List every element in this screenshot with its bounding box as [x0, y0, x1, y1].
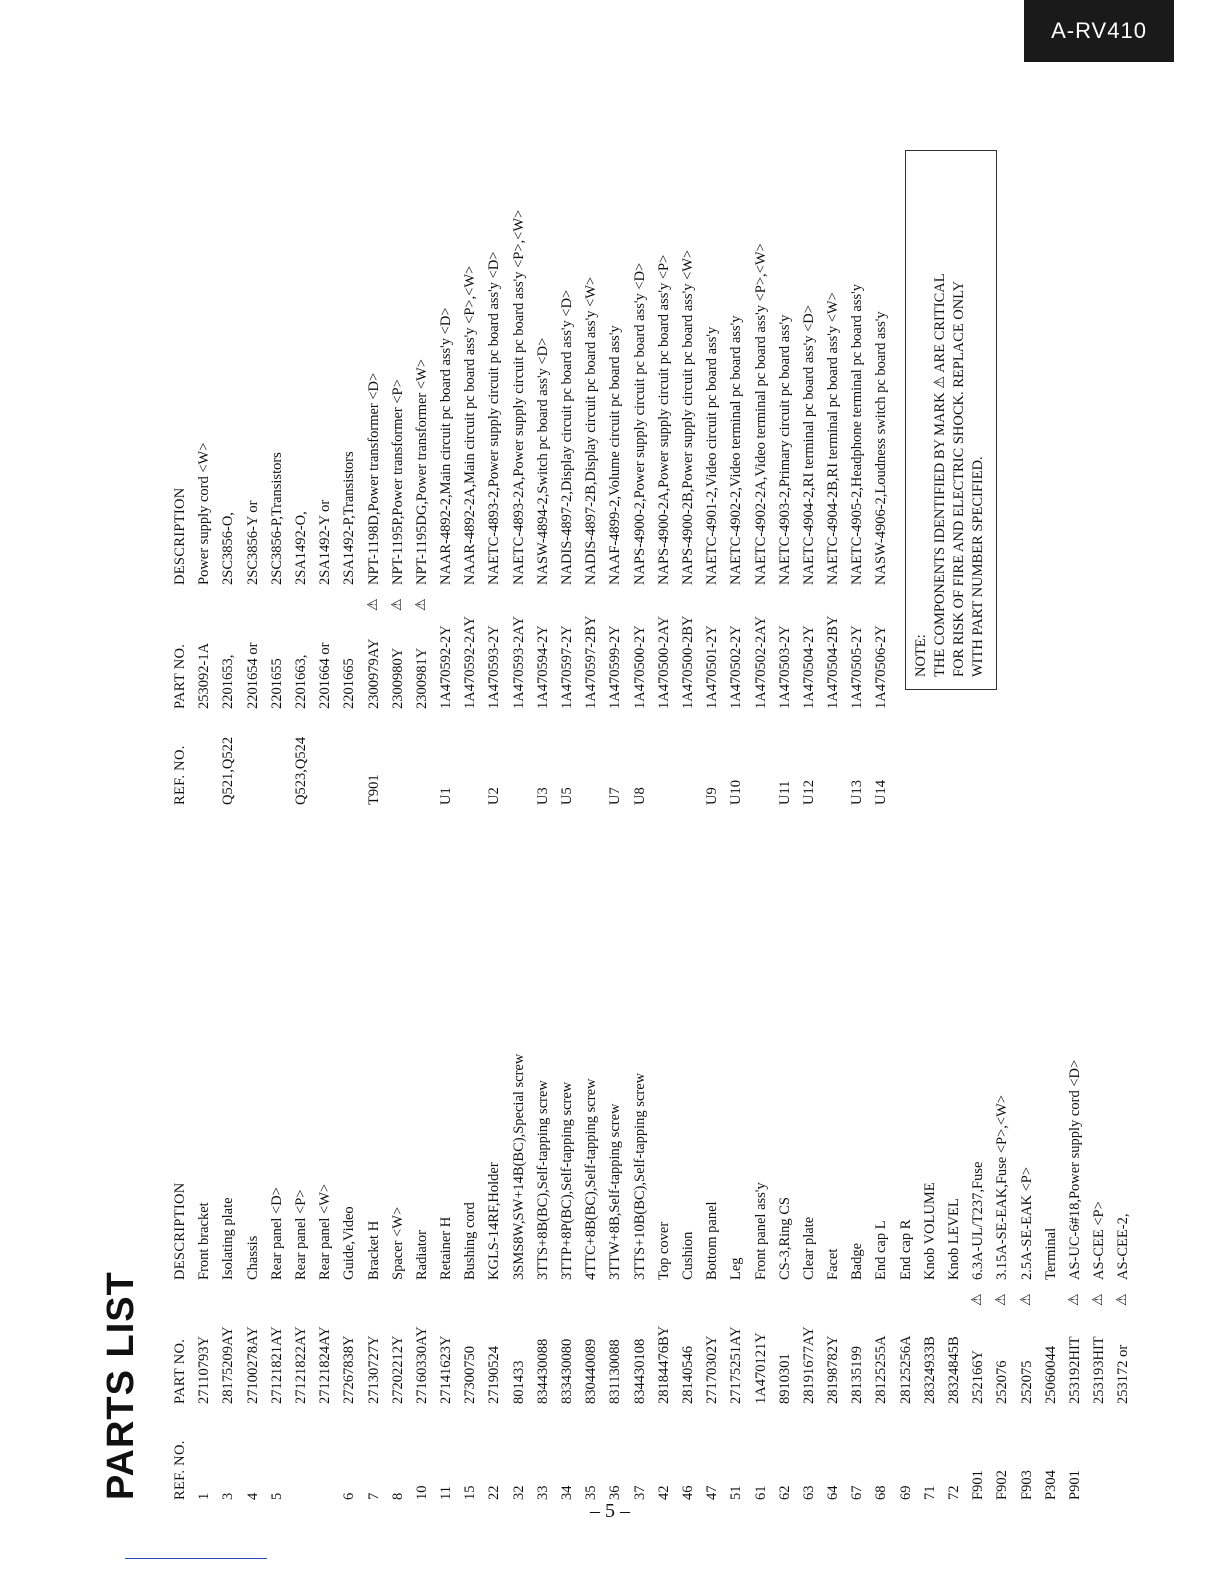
part-cell: 1A470593-2AY — [510, 616, 527, 709]
ref-cell: 3 — [220, 1492, 237, 1500]
part-cell: 2201664 or — [317, 642, 334, 709]
desc-cell: Power supply cord <W> — [196, 442, 213, 585]
note-line: WITH PART NUMBER SPECIFIED. — [970, 456, 986, 677]
ref-cell: P304 — [1042, 1470, 1059, 1500]
desc-cell: 2SA1492-O, — [292, 511, 309, 585]
warning-icon: ⚠ — [389, 598, 405, 611]
ref-cell: U12 — [800, 780, 817, 805]
desc-cell: 3.15A-SE-EAK,Fuse <P>,<W> — [994, 1095, 1011, 1280]
part-cell: 27202212Y — [389, 1335, 406, 1404]
ref-cell: U10 — [728, 780, 745, 805]
desc-cell: NASW-4894-2,Switch pc board ass'y <D> — [534, 337, 551, 585]
part-cell: 252075 — [1018, 1360, 1035, 1404]
desc-cell: Chassis — [244, 1235, 261, 1280]
desc-cell: NAPS-4900-2B,Power supply circuit pc board ass'y <W> — [679, 249, 696, 585]
part-cell: 1A470594-2Y — [534, 625, 551, 709]
desc-cell: NADIS-4897-2,Display circuit pc board ass'y <D> — [559, 289, 575, 585]
ref-cell: P901 — [1066, 1470, 1083, 1500]
ref-cell: 72 — [946, 1485, 962, 1500]
ref-cell: 47 — [704, 1485, 721, 1500]
part-cell: 253092-1A — [196, 642, 213, 709]
part-cell: 27100278AY — [244, 1326, 261, 1404]
desc-cell: NAETC-4904-2B,RI terminal pc board ass'y <W> — [825, 292, 842, 585]
part-cell: 1A470597-2Y — [559, 625, 575, 709]
note-line: FOR RISK OF FIRE AND ELECTRIC SHOCK. REPLACE ONLY — [951, 280, 967, 677]
desc-cell: 3TTS+8B(BC),Self-tapping screw — [534, 1080, 551, 1280]
part-cell: 1A470599-2Y — [607, 625, 624, 709]
part-cell: 1A470593-2Y — [486, 625, 503, 709]
desc-cell: NAAR-4892-2,Main circuit pc board ass'y <D> — [438, 307, 455, 585]
part-cell: 1A470121Y — [752, 1332, 769, 1404]
part-cell: 28140546 — [679, 1346, 696, 1404]
part-cell: 8910301 — [776, 1353, 793, 1404]
desc-cell: Rear panel <D> — [268, 1187, 285, 1280]
part-cell: 28175209AY — [220, 1326, 237, 1404]
ref-cell: 64 — [825, 1485, 842, 1500]
ref-cell: 6 — [341, 1492, 358, 1500]
part-cell: 2300980Y — [389, 647, 406, 709]
desc-cell: Bushing cord — [462, 1202, 479, 1280]
note-label: NOTE: — [913, 634, 929, 677]
part-cell: 834430108 — [631, 1338, 648, 1404]
part-cell: 27130727Y — [365, 1335, 382, 1404]
desc-cell: Spacer <W> — [389, 1206, 406, 1280]
part-cell: 1A470500-2BY — [679, 615, 696, 709]
desc-cell: Guide,Video — [341, 1206, 358, 1280]
desc-cell: NPT-1195DG,Power transformer <W> — [413, 359, 430, 585]
part-cell: 253193HIT — [1091, 1336, 1108, 1404]
ref-cell: 32 — [510, 1485, 527, 1500]
desc-cell: NAAR-4892-2A,Main circuit pc board ass'y <P>,<W> — [462, 265, 479, 585]
part-cell: 27160330AY — [413, 1326, 430, 1404]
header-part: PART NO. — [172, 1338, 188, 1404]
ref-cell: 34 — [559, 1485, 575, 1500]
desc-cell: Terminal — [1042, 1227, 1059, 1280]
desc-cell: NAETC-4893-2,Power supply circuit pc board ass'y <D> — [486, 251, 503, 585]
part-cell: 1A470506-2Y — [873, 625, 890, 709]
warning-icon: ⚠ — [1066, 1293, 1082, 1306]
part-cell: 1A470504-2Y — [800, 625, 817, 709]
desc-cell: 2.5A-SE-EAK <P> — [1018, 1166, 1035, 1280]
desc-cell: 2SC3856-O, — [220, 512, 237, 585]
part-cell: 27121821AY — [268, 1326, 285, 1404]
desc-cell: 2SC3856-Y or — [244, 500, 261, 585]
part-cell: 28324933B — [921, 1336, 938, 1404]
ref-cell: Q521,Q522 — [220, 736, 237, 805]
desc-cell: AS-CEE <P> — [1091, 1201, 1108, 1280]
desc-cell: Bracket H — [365, 1220, 382, 1280]
warning-icon: ⚠ — [1091, 1293, 1107, 1306]
desc-cell: Cushion — [679, 1231, 696, 1280]
model-tab: A-RV410 — [1024, 0, 1174, 62]
ref-cell: 4 — [244, 1492, 261, 1500]
warning-icon: ⚠ — [1018, 1293, 1034, 1306]
part-cell: 833430080 — [559, 1338, 575, 1404]
part-cell: 28125255A — [873, 1335, 890, 1404]
desc-cell: Retainer H — [438, 1216, 455, 1280]
ref-cell: U3 — [534, 787, 551, 805]
part-cell: 28184476BY — [655, 1325, 672, 1404]
part-cell: 1A470503-2Y — [776, 625, 793, 709]
desc-cell: Knob LEVEL — [946, 1198, 962, 1280]
desc-cell: Radiator — [413, 1230, 430, 1280]
desc-cell: NAAF-4899-2,Volume circuit pc board ass'y — [607, 325, 624, 585]
ref-cell: U8 — [631, 787, 648, 805]
desc-cell: AS-UC-6#18,Power supply cord <D> — [1066, 1059, 1083, 1280]
rotated-content — [100, 110, 1132, 1510]
ref-cell: 11 — [438, 1486, 455, 1500]
ref-cell: U14 — [873, 780, 890, 805]
part-cell: 2300979AY — [365, 638, 382, 709]
part-cell: 253192HIT — [1066, 1336, 1083, 1404]
desc-cell: NAETC-4905-2,Headphone terminal pc board ass'y — [849, 284, 866, 585]
part-cell: 830440089 — [583, 1338, 600, 1404]
critical-note — [905, 150, 997, 690]
part-cell: 252076 — [994, 1360, 1011, 1404]
header-ref: REF. NO. — [172, 1440, 188, 1500]
part-cell: 834430088 — [534, 1338, 551, 1404]
part-cell: 27190524 — [486, 1346, 503, 1404]
part-cell: 252166Y — [970, 1350, 987, 1404]
part-cell: 28324845B — [946, 1336, 962, 1404]
desc-cell: NAETC-4893-2A,Power supply circuit pc board ass'y <P>,<W> — [510, 209, 527, 585]
part-cell: 253172 or — [1115, 1344, 1132, 1404]
part-cell: 1A470500-2AY — [655, 616, 672, 709]
ref-cell: U5 — [559, 787, 575, 805]
ref-cell: U7 — [607, 787, 624, 805]
desc-cell: End cap L — [873, 1220, 890, 1280]
desc-cell: NAETC-4904-2,RI terminal pc board ass'y <D> — [800, 305, 817, 585]
desc-cell: NAPS-4900-2A,Power supply circuit pc board ass'y <P> — [655, 254, 672, 585]
ref-cell: 71 — [921, 1485, 938, 1500]
part-cell: 2201653, — [220, 654, 237, 709]
desc-cell: AS-CEE-2, — [1115, 1213, 1132, 1280]
part-cell: 1A470502-2AY — [752, 616, 769, 709]
desc-cell: CS-3,Ring CS — [776, 1197, 793, 1280]
desc-cell: Facet — [825, 1248, 842, 1280]
desc-cell: Bottom panel — [704, 1201, 721, 1280]
desc-cell: Knob VOLUME — [921, 1182, 938, 1280]
desc-cell: 3TTW+8B,Self-tapping screw — [607, 1103, 624, 1280]
desc-cell: 3TTS+10B(BC),Self-tapping screw — [631, 1072, 648, 1280]
desc-cell: Clear plate — [800, 1216, 817, 1280]
desc-cell: NAETC-4902-2A,Video terminal pc board ass'y <P>,<W> — [752, 243, 769, 585]
warning-icon: ⚠ — [1115, 1293, 1131, 1306]
desc-cell: NAETC-4902-2,Video terminal pc board ass'y — [728, 315, 745, 585]
ref-cell: 15 — [462, 1485, 479, 1500]
part-cell: 25060044 — [1042, 1346, 1059, 1404]
ref-cell: 7 — [365, 1492, 382, 1500]
part-cell: 1A470500-2Y — [631, 625, 648, 709]
ref-cell: 69 — [897, 1485, 914, 1500]
part-cell: 27121822AY — [292, 1326, 309, 1404]
part-cell: 1A470505-2Y — [849, 625, 866, 709]
note-text: THE COMPONENTS IDENTIFIED BY MARK — [932, 388, 948, 677]
desc-cell: NAETC-4901-2,Video circuit pc board ass'y — [704, 326, 721, 585]
header-desc: DESCRIPTION — [172, 487, 188, 585]
warning-icon: ⚠ — [365, 598, 381, 611]
ref-cell: 42 — [655, 1485, 672, 1500]
ref-cell: U1 — [438, 787, 455, 805]
desc-cell: 2SC3856-P,Transistors — [268, 452, 285, 585]
ref-cell: 35 — [583, 1485, 600, 1500]
desc-cell: End cap R — [897, 1219, 914, 1280]
note-line — [931, 163, 950, 677]
part-cell: 27110793Y — [196, 1336, 213, 1404]
desc-cell: Badge — [849, 1242, 866, 1280]
desc-cell: 4TTC+8B(BC),Self-tapping screw — [583, 1078, 600, 1280]
ref-cell: 36 — [607, 1485, 624, 1500]
desc-cell: NAPS-4900-2,Power supply circuit pc board ass'y <D> — [631, 262, 648, 585]
part-cell: 2201663, — [292, 654, 309, 709]
ref-cell: 22 — [486, 1485, 503, 1500]
ref-cell: 5 — [268, 1492, 285, 1500]
ref-cell: 33 — [534, 1485, 551, 1500]
ref-cell: 8 — [389, 1492, 406, 1500]
part-cell: 28191677AY — [800, 1326, 817, 1404]
desc-cell: 2SA1492-Y or — [317, 499, 334, 585]
part-cell: 28125256A — [897, 1335, 914, 1404]
part-cell: 2201665 — [341, 658, 358, 709]
header-part: PART NO. — [172, 643, 188, 709]
desc-cell: 2SA1492-P,Transistors — [341, 451, 358, 585]
ref-cell: 68 — [873, 1485, 890, 1500]
ref-cell: F901 — [970, 1470, 987, 1500]
desc-cell: 6.3A-UL/T237,Fuse — [970, 1161, 987, 1280]
part-cell: 27300750 — [462, 1346, 479, 1404]
ref-cell: 1 — [196, 1492, 213, 1500]
ref-cell: 61 — [752, 1485, 769, 1500]
part-cell: 2300981Y — [413, 647, 430, 709]
part-cell: 28198782Y — [825, 1335, 842, 1404]
ref-cell: T901 — [365, 774, 382, 805]
ref-cell: 63 — [800, 1485, 817, 1500]
part-cell: 27170302Y — [704, 1335, 721, 1404]
part-cell: 831130088 — [607, 1339, 624, 1404]
warning-icon: ⚠ — [994, 1293, 1010, 1306]
part-cell: 1A470501-2Y — [704, 625, 721, 709]
part-cell: 27267838Y — [341, 1335, 358, 1404]
page-number: – 5 – — [590, 1500, 630, 1522]
desc-cell: NAETC-4903-2,Primary circuit pc board ass'y — [776, 314, 793, 585]
desc-cell: NPT-1195P,Power transformer <P> — [389, 379, 406, 585]
part-cell: 801433 — [510, 1360, 527, 1404]
ref-cell: 10 — [413, 1485, 430, 1500]
part-cell: 27121824AY — [317, 1326, 334, 1404]
desc-cell: Front panel ass'y — [752, 1182, 769, 1280]
warning-icon: ⚠ — [413, 598, 429, 611]
ref-cell: Q523,Q524 — [292, 736, 309, 805]
part-cell: 27141623Y — [438, 1335, 455, 1404]
desc-cell: 3TTP+8P(BC),Self-tapping screw — [559, 1081, 575, 1280]
part-cell: 27175251AY — [728, 1326, 745, 1404]
desc-cell: Top cover — [655, 1221, 672, 1280]
warning-icon: ⚠ — [970, 1293, 986, 1306]
ref-cell: 46 — [679, 1485, 696, 1500]
ref-cell: F903 — [1018, 1470, 1035, 1500]
part-cell: 1A470502-2Y — [728, 625, 745, 709]
ref-cell: 37 — [631, 1485, 648, 1500]
desc-cell: 3SMS8W,SW+14B(BC),Special screw — [510, 1053, 527, 1280]
part-cell: 28135199 — [849, 1346, 866, 1404]
header-desc: DESCRIPTION — [172, 1182, 188, 1280]
part-cell: 2201655 — [268, 658, 285, 709]
header-ref: REF. NO. — [172, 745, 188, 805]
note-text: ARE CRITICAL — [932, 273, 948, 376]
ref-cell: 67 — [849, 1485, 866, 1500]
desc-cell: Rear panel <P> — [292, 1189, 309, 1280]
desc-cell: Front bracket — [196, 1202, 213, 1280]
part-cell: 1A470597-2BY — [583, 615, 600, 709]
part-cell: 2201654 or — [244, 642, 261, 709]
desc-cell: Rear panel <W> — [317, 1183, 334, 1280]
ref-cell: U9 — [704, 787, 721, 805]
ref-cell: U2 — [486, 787, 503, 805]
warning-icon: ⚠ — [932, 375, 948, 389]
desc-cell: KGLS-14RF,Holder — [486, 1162, 503, 1280]
desc-cell: Isolating plate — [220, 1197, 237, 1280]
page-title: PARTS LIST — [100, 1271, 142, 1500]
ref-cell: 51 — [728, 1485, 745, 1500]
part-cell: 1A470592-2Y — [438, 625, 455, 709]
desc-cell: Leg — [728, 1257, 745, 1280]
ref-cell: U11 — [776, 780, 793, 805]
desc-cell: NASW-4906-2,Loudness switch pc board ass'y — [873, 311, 890, 585]
ref-cell: 62 — [776, 1485, 793, 1500]
divider — [125, 1558, 267, 1559]
desc-cell: NPT-1198D,Power transformer <D> — [365, 372, 382, 585]
part-cell: 1A470504-2BY — [825, 615, 842, 709]
ref-cell: U13 — [849, 780, 866, 805]
ref-cell: F902 — [994, 1470, 1011, 1500]
desc-cell: NADIS-4897-2B,Display circuit pc board ass'y <W> — [583, 276, 600, 585]
part-cell: 1A470592-2AY — [462, 616, 479, 709]
